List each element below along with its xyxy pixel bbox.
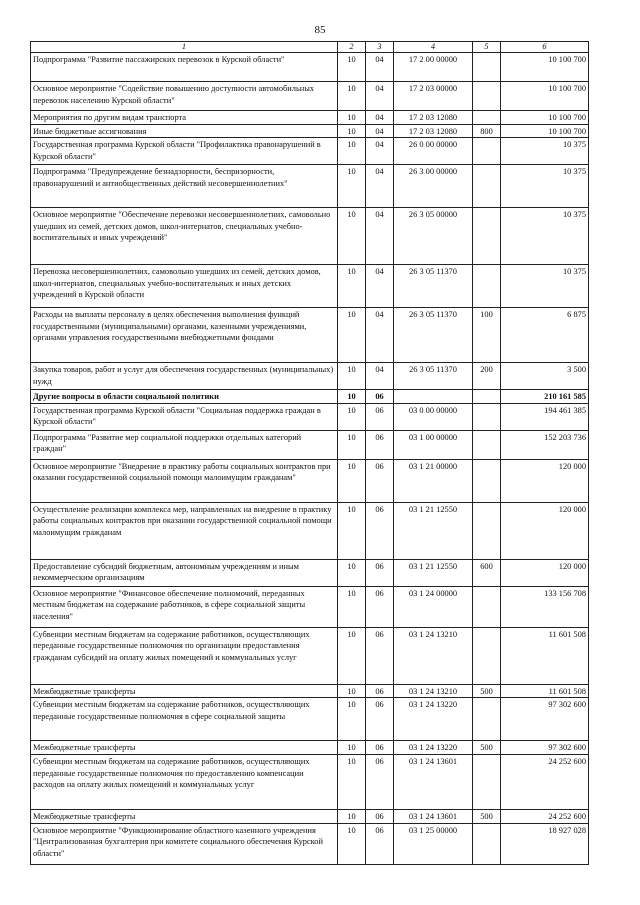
row-subsection-code: 06 (366, 809, 394, 823)
row-name-cell: Межбюджетные трансферты (31, 809, 338, 823)
row-subsection-code: 04 (366, 53, 394, 82)
table-row (31, 586, 589, 627)
column-header-5: 5 (473, 42, 501, 53)
column-header-2: 2 (338, 42, 366, 53)
row-target-article-code: 26 3 00 00000 (394, 165, 473, 208)
row-target-article-code: 03 1 24 13220 (394, 698, 473, 741)
row-target-article-code: 26 3 05 00000 (394, 208, 473, 265)
row-expense-type-code (473, 390, 501, 404)
row-expense-type-code (473, 627, 501, 684)
row-expense-type-code (473, 111, 501, 125)
table-row (31, 698, 589, 741)
row-section-code: 10 (338, 363, 366, 390)
table-row (31, 823, 589, 864)
row-amount: 10 100 700 (501, 111, 589, 125)
row-subsection-code: 06 (366, 741, 394, 755)
row-target-article-code: 03 1 21 12550 (394, 559, 473, 586)
row-section-code: 10 (338, 265, 366, 308)
row-amount: 210 161 585 (501, 390, 589, 404)
row-name-cell: Перевозка несовершеннолетних, самовольно ушедших из семей, детских домов, школ-интернатов, специальных учебно-воспитательных и иных детских учреждений в Курской области (31, 265, 338, 308)
row-amount: 120 000 (501, 459, 589, 502)
row-amount: 3 500 (501, 363, 589, 390)
row-name-cell: Иные бюджетные ассигнования (31, 124, 338, 138)
row-target-article-code: 17 2 03 12080 (394, 124, 473, 138)
row-expense-type-code (473, 403, 501, 430)
row-amount: 10 375 (501, 138, 589, 165)
row-name-cell: Субвенции местным бюджетам на содержание работников, осуществляющих переданные государственные полномочия по предоставлению компенсации расходов на оплату жилых помещений и коммунальных услуг (31, 754, 338, 809)
table-row (31, 559, 589, 586)
row-subsection-code: 06 (366, 390, 394, 404)
row-expense-type-code: 100 (473, 308, 501, 363)
row-section-code: 10 (338, 754, 366, 809)
row-target-article-code: 03 1 24 13601 (394, 809, 473, 823)
table-row (31, 265, 589, 308)
table-row (31, 430, 589, 459)
row-section-code: 10 (338, 502, 366, 559)
row-subsection-code: 04 (366, 208, 394, 265)
column-header-4: 4 (394, 42, 473, 53)
row-section-code: 10 (338, 823, 366, 864)
table-row (31, 308, 589, 363)
row-target-article-code: 03 1 21 00000 (394, 459, 473, 502)
table-row (31, 53, 589, 82)
row-target-article-code: 17 2 03 12080 (394, 111, 473, 125)
row-expense-type-code (473, 165, 501, 208)
table-row (31, 363, 589, 390)
row-section-code: 10 (338, 308, 366, 363)
table-row (31, 754, 589, 809)
row-section-code: 10 (338, 403, 366, 430)
row-target-article-code: 03 1 24 13210 (394, 627, 473, 684)
row-subsection-code: 06 (366, 627, 394, 684)
row-amount: 11 601 508 (501, 627, 589, 684)
row-expense-type-code (473, 138, 501, 165)
row-subsection-code: 06 (366, 684, 394, 698)
row-target-article-code: 03 1 21 12550 (394, 502, 473, 559)
row-expense-type-code: 500 (473, 809, 501, 823)
table-row (31, 627, 589, 684)
table-row (31, 684, 589, 698)
row-section-code: 10 (338, 627, 366, 684)
row-section-code: 10 (338, 53, 366, 82)
row-subsection-code: 06 (366, 430, 394, 459)
row-expense-type-code: 500 (473, 684, 501, 698)
row-amount: 97 302 600 (501, 698, 589, 741)
row-amount: 10 375 (501, 265, 589, 308)
row-name-cell: Субвенции местным бюджетам на содержание работников, осуществляющих переданные государственные полномочия в сфере социальной защиты (31, 698, 338, 741)
row-target-article-code: 03 1 24 13601 (394, 754, 473, 809)
table-row (31, 502, 589, 559)
row-amount: 11 601 508 (501, 684, 589, 698)
column-header-row (31, 42, 589, 53)
row-section-code: 10 (338, 124, 366, 138)
row-expense-type-code (473, 502, 501, 559)
table-row (31, 459, 589, 502)
table-row (31, 138, 589, 165)
row-amount: 24 252 600 (501, 809, 589, 823)
row-expense-type-code (473, 430, 501, 459)
table-row (31, 111, 589, 125)
row-expense-type-code (473, 265, 501, 308)
row-section-code: 10 (338, 111, 366, 125)
row-section-code: 10 (338, 684, 366, 698)
row-name-cell: Основное мероприятие "Финансовое обеспечение полномочий, переданных местным бюджетам на содержание работников, в сфере социальной защиты населения" (31, 586, 338, 627)
row-subsection-code: 04 (366, 138, 394, 165)
row-section-code: 10 (338, 165, 366, 208)
row-name-cell: Межбюджетные трансферты (31, 741, 338, 755)
row-amount: 10 100 700 (501, 53, 589, 82)
row-expense-type-code (473, 754, 501, 809)
row-expense-type-code: 600 (473, 559, 501, 586)
row-subsection-code: 04 (366, 111, 394, 125)
row-amount: 120 000 (501, 559, 589, 586)
row-subsection-code: 06 (366, 459, 394, 502)
row-expense-type-code (473, 586, 501, 627)
row-subsection-code: 04 (366, 308, 394, 363)
row-target-article-code: 26 3 05 11370 (394, 363, 473, 390)
row-expense-type-code (473, 82, 501, 111)
row-name-cell: Предоставление субсидий бюджетным, автономным учреждениям и иным некоммерческим организациям (31, 559, 338, 586)
row-target-article-code: 03 1 24 13220 (394, 741, 473, 755)
row-section-code: 10 (338, 208, 366, 265)
row-target-article-code (394, 390, 473, 404)
table-row (31, 124, 589, 138)
table-row (31, 809, 589, 823)
row-name-cell: Подпрограмма "Предупреждение безнадзорности, беспризорности, правонарушений и антиобщественных действий несовершеннолетних" (31, 165, 338, 208)
row-section-code: 10 (338, 82, 366, 111)
row-target-article-code: 03 1 25 00000 (394, 823, 473, 864)
row-subsection-code: 06 (366, 754, 394, 809)
row-section-code: 10 (338, 390, 366, 404)
row-target-article-code: 26 3 05 11370 (394, 308, 473, 363)
table-row (31, 165, 589, 208)
row-section-code: 10 (338, 430, 366, 459)
column-header-3: 3 (366, 42, 394, 53)
row-name-cell: Основное мероприятие "Внедрение в практику работы социальных контрактов при оказании государственной социальной помощи малоимущим гражданам" (31, 459, 338, 502)
row-target-article-code: 03 1 24 13210 (394, 684, 473, 698)
table-row (31, 208, 589, 265)
row-amount: 194 461 385 (501, 403, 589, 430)
table-row (31, 82, 589, 111)
row-target-article-code: 03 1 24 00000 (394, 586, 473, 627)
row-amount: 10 100 700 (501, 82, 589, 111)
row-subsection-code: 04 (366, 124, 394, 138)
row-section-code: 10 (338, 741, 366, 755)
table-row (31, 741, 589, 755)
row-section-code: 10 (338, 559, 366, 586)
budget-table (30, 41, 589, 865)
row-target-article-code: 26 3 05 11370 (394, 265, 473, 308)
row-section-code: 10 (338, 809, 366, 823)
table-row (31, 390, 589, 404)
row-subsection-code: 06 (366, 403, 394, 430)
row-subsection-code: 06 (366, 698, 394, 741)
row-name-cell: Мероприятия по другим видам транспорта (31, 111, 338, 125)
row-name-cell: Основное мероприятие "Обеспечение перевозки несовершеннолетних, самовольно ушедших из семей, детских домов, школ-интернатов, специальных учебно-воспитательных и иных учреждений" (31, 208, 338, 265)
row-expense-type-code: 200 (473, 363, 501, 390)
row-expense-type-code: 500 (473, 741, 501, 755)
row-amount: 10 375 (501, 165, 589, 208)
row-section-code: 10 (338, 586, 366, 627)
row-name-cell: Межбюджетные трансферты (31, 684, 338, 698)
row-expense-type-code (473, 208, 501, 265)
row-name-cell: Другие вопросы в области социальной политики (31, 390, 338, 404)
row-name-cell: Субвенции местным бюджетам на содержание работников, осуществляющих переданные государственные полномочия по организации предоставления гражданам субсидий на оплату жилых помещений и коммунальных услуг (31, 627, 338, 684)
row-name-cell: Государственная программа Курской области "Профилактика правонарушений в Курской области" (31, 138, 338, 165)
row-amount: 120 000 (501, 502, 589, 559)
row-amount: 10 100 700 (501, 124, 589, 138)
row-target-article-code: 17 2 00 00000 (394, 53, 473, 82)
row-subsection-code: 06 (366, 586, 394, 627)
row-subsection-code: 06 (366, 823, 394, 864)
row-subsection-code: 04 (366, 82, 394, 111)
row-subsection-code: 06 (366, 502, 394, 559)
row-expense-type-code (473, 459, 501, 502)
row-expense-type-code (473, 823, 501, 864)
row-expense-type-code (473, 698, 501, 741)
row-amount: 133 156 708 (501, 586, 589, 627)
row-amount: 6 875 (501, 308, 589, 363)
row-name-cell: Подпрограмма "Развитие мер социальной поддержки отдельных категорий граждан" (31, 430, 338, 459)
row-name-cell: Расходы на выплаты персоналу в целях обеспечения выполнения функций государственными (муниципальными) органами, казенными учреждениями, органами управления государственными внебюджетными фондами (31, 308, 338, 363)
row-target-article-code: 26 0 00 00000 (394, 138, 473, 165)
row-target-article-code: 03 1 00 00000 (394, 430, 473, 459)
row-expense-type-code: 800 (473, 124, 501, 138)
row-name-cell: Закупка товаров, работ и услуг для обеспечения государственных (муниципальных) нужд (31, 363, 338, 390)
row-subsection-code: 04 (366, 265, 394, 308)
row-amount: 97 302 600 (501, 741, 589, 755)
row-subsection-code: 04 (366, 165, 394, 208)
column-header-6: 6 (501, 42, 589, 53)
column-header-1: 1 (31, 42, 338, 53)
row-target-article-code: 03 0 00 00000 (394, 403, 473, 430)
row-amount: 152 203 736 (501, 430, 589, 459)
row-name-cell: Осуществление реализации комплекса мер, направленных на внедрение в практику работы социальных контрактов при оказании государственной социальной помощи малоимущим гражданам (31, 502, 338, 559)
row-section-code: 10 (338, 459, 366, 502)
row-expense-type-code (473, 53, 501, 82)
row-section-code: 10 (338, 138, 366, 165)
row-target-article-code: 17 2 03 00000 (394, 82, 473, 111)
page-number: 85 (314, 24, 326, 36)
row-amount: 18 927 028 (501, 823, 589, 864)
row-amount: 24 252 600 (501, 754, 589, 809)
row-amount: 10 375 (501, 208, 589, 265)
row-section-code: 10 (338, 698, 366, 741)
row-name-cell: Подпрограмма "Развитие пассажирских перевозок в Курской области" (31, 53, 338, 82)
row-name-cell: Основное мероприятие "Содействие повышению доступности автомобильных перевозок населению Курской области" (31, 82, 338, 111)
table-row (31, 403, 589, 430)
row-name-cell: Государственная программа Курской области "Социальная поддержка граждан в Курской области" (31, 403, 338, 430)
row-subsection-code: 04 (366, 363, 394, 390)
row-name-cell: Основное мероприятие "Функционирование областного казенного учреждения "Централизованная бухгалтерия при комитете социального обеспечения Курской области" (31, 823, 338, 864)
row-subsection-code: 06 (366, 559, 394, 586)
